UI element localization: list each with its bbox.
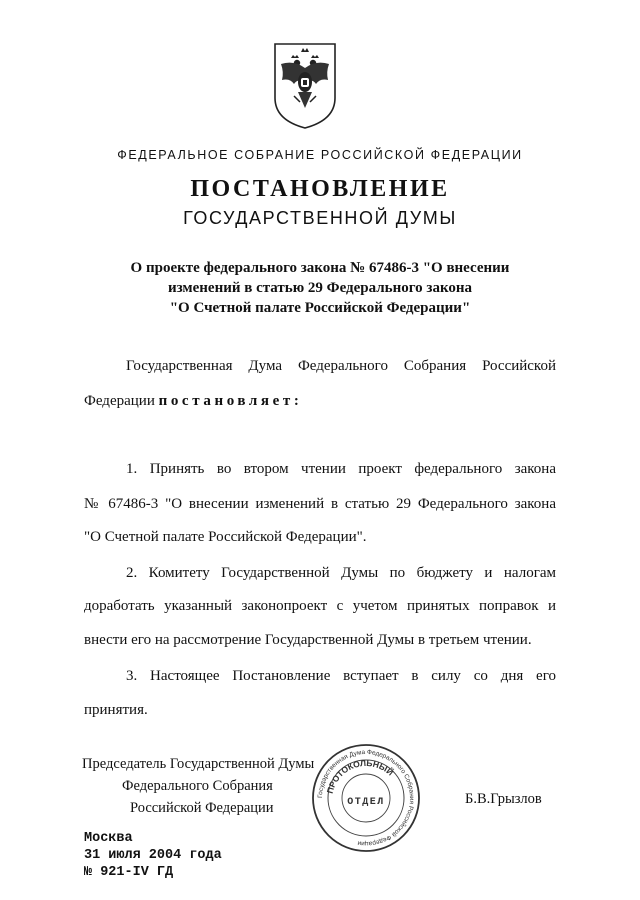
item-2-line: внести его на рассмотрение Государственной Думы в третьем чтении. <box>84 632 532 648</box>
preamble-text: Федерации <box>84 393 155 409</box>
subject-line: "О Счетной палате Российской Федерации" <box>169 300 471 316</box>
item-1-line: "О Счетной палате Российской Федерации". <box>84 529 367 545</box>
chairman-title-line: Российской Федерации <box>130 800 274 816</box>
preamble-line: Государственная Дума Федерального Собрания Российской <box>126 358 556 374</box>
item-2-line: доработать указанный законопроект с учетом принятых поправок и <box>84 598 556 614</box>
seal-middle-text: ПРОТОКОЛЬНЫЙ <box>324 757 396 795</box>
item-1-line: № 67486-3 "О внесении изменений в статью 29 Федерального закона <box>84 496 556 512</box>
coat-of-arms-icon <box>272 42 338 130</box>
item-3-line: принятия. <box>84 702 148 718</box>
parliament-name: ФЕДЕРАЛЬНОЕ СОБРАНИЕ РОССИЙСКОЙ ФЕДЕРАЦИИ <box>117 148 523 162</box>
item-1-line: 1. Принять во втором чтении проект федерального закона <box>126 461 556 477</box>
preamble-line <box>84 393 556 410</box>
document-issuer-subtitle: ГОСУДАРСТВЕННОЙ ДУМЫ <box>183 208 457 228</box>
signer-name: Б.В.Грызлов <box>465 791 542 807</box>
seal-outer-text: Государственная Дума Федерального Собрания Российской Федерации <box>316 748 416 848</box>
subject-line: изменений в статью 29 Федерального закона <box>167 280 473 296</box>
resolution-subject <box>0 258 640 318</box>
subject-line: О проекте федерального закона № 67486-3 "О внесении <box>130 260 510 276</box>
item-2-line: 2. Комитету Государственной Думы по бюджету и налогам <box>126 565 556 581</box>
document-footer <box>84 830 222 881</box>
document-type-title: ПОСТАНОВЛЕНИЕ <box>190 176 450 202</box>
preamble-verb: постановляет: <box>158 393 303 409</box>
seal-center-text: ОТДЕЛ <box>347 797 385 808</box>
chairman-title-line: Председатель Государственной Думы <box>82 756 315 772</box>
item-3-line: 3. Настоящее Постановление вступает в силу со дня его <box>126 668 556 684</box>
document-number: № 921-IV ГД <box>84 865 174 880</box>
date: 31 июля 2004 года <box>84 848 222 863</box>
chairman-title-line: Федерального Собрания <box>122 778 273 794</box>
city: Москва <box>84 831 133 846</box>
chairman-title <box>82 753 314 819</box>
official-seal-stamp <box>310 742 422 854</box>
